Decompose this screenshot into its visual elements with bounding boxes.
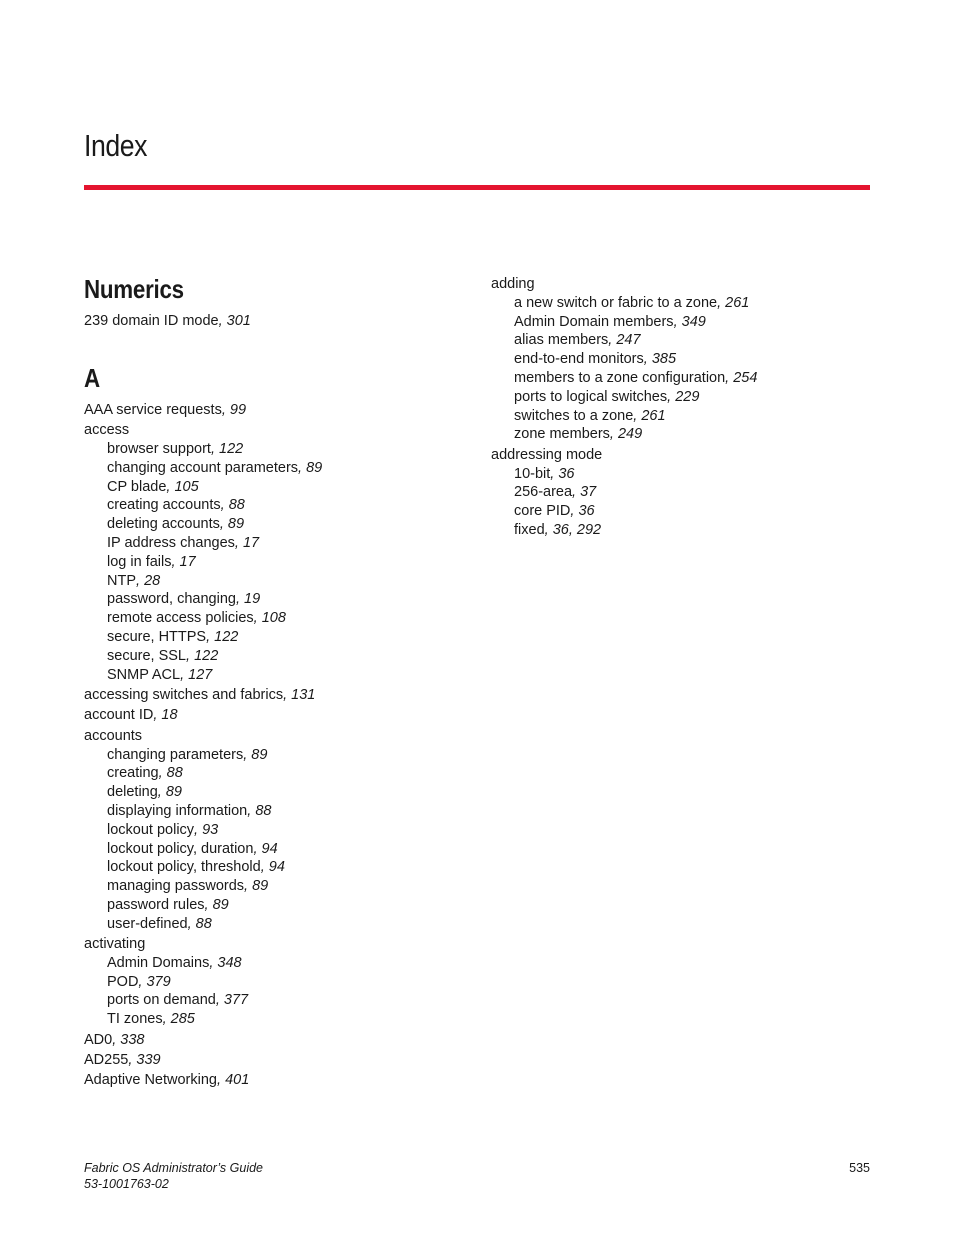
entry-term: lockout policy	[107, 821, 195, 838]
entry-term: 239 domain ID mode	[84, 313, 219, 329]
index-subentry	[84, 783, 464, 802]
index-entry	[491, 446, 871, 465]
entry-term: accounts	[84, 727, 143, 744]
index-subentry	[491, 294, 871, 313]
entry-page-link[interactable]: 94	[261, 840, 278, 857]
entry-term: browser support	[107, 440, 211, 457]
index-subentry	[84, 764, 464, 783]
entry-term: 10-bit	[514, 465, 551, 482]
entry-page-link[interactable]: 249	[617, 426, 643, 443]
index-subentry	[84, 553, 464, 572]
entry-term: IP address changes	[107, 534, 235, 551]
entry-term: fixed	[514, 521, 545, 538]
footer-guide-title: Fabric OS Administrator’s Guide	[84, 1161, 263, 1175]
entry-term: addressing mode	[491, 446, 603, 463]
section-a-entries	[84, 401, 464, 1090]
entry-term: accessing switches and fabrics	[84, 686, 284, 703]
entry-term: changing account parameters	[107, 459, 299, 476]
index-subentry	[491, 313, 871, 332]
entry-page-link[interactable]: 89	[306, 459, 323, 476]
index-subentry	[491, 331, 871, 350]
entry-term: members to a zone configuration	[514, 369, 726, 386]
entry-term: secure, SSL	[107, 647, 186, 664]
entry-separator: ,	[673, 313, 682, 330]
entry-separator: ,	[260, 859, 269, 876]
entry-term: displaying information	[107, 802, 248, 819]
entry-separator: ,	[221, 401, 230, 418]
entry-separator: ,	[243, 746, 252, 763]
index-subentry	[84, 915, 464, 934]
entry-page-link[interactable]: 254	[733, 369, 758, 386]
entry-page-link[interactable]: 261	[641, 407, 666, 424]
entry-term: TI zones	[107, 1011, 163, 1028]
section-numerics-entries	[84, 312, 464, 331]
entry-separator: ,	[166, 478, 175, 495]
entry-separator: ,	[643, 351, 652, 368]
entry-page-link[interactable]: 36, 292	[552, 521, 602, 538]
entry-separator: ,	[247, 802, 256, 819]
entry-separator: ,	[609, 426, 618, 443]
entry-page-link[interactable]: 229	[675, 388, 700, 405]
entry-term: NTP	[107, 572, 136, 589]
index-subentry	[84, 858, 464, 877]
entry-page-link[interactable]: 122	[214, 628, 239, 645]
entry-term: ports on demand	[107, 992, 216, 1009]
footer-left	[84, 1160, 263, 1192]
entry-term: lockout policy, threshold	[107, 859, 261, 876]
entry-term: SNMP ACL	[107, 666, 181, 683]
index-entry	[84, 686, 464, 705]
entry-separator: ,	[218, 313, 227, 329]
entry-separator: ,	[570, 503, 579, 520]
index-subentry	[84, 991, 464, 1010]
entry-term: user-defined	[107, 915, 188, 932]
entry-separator: ,	[544, 521, 553, 538]
entry-separator: ,	[187, 915, 196, 932]
entry-page-link[interactable]: 261	[725, 294, 750, 311]
entry-separator: ,	[209, 954, 218, 971]
entry-term: core PID	[514, 503, 571, 520]
entry-separator: ,	[136, 572, 145, 589]
index-subentry	[84, 647, 464, 666]
index-subentry	[84, 877, 464, 896]
entry-page-link[interactable]: 348	[217, 954, 242, 971]
footer-page-number: 535	[849, 1161, 870, 1175]
index-right-column	[491, 275, 871, 540]
index-subentry	[491, 521, 871, 540]
entry-separator: ,	[128, 1052, 137, 1069]
entry-separator: ,	[158, 765, 167, 782]
index-subentry	[84, 746, 464, 765]
entry-separator: ,	[215, 992, 224, 1009]
index-entry	[84, 1051, 464, 1070]
entry-page-link[interactable]: 285	[170, 1011, 195, 1028]
index-subentry	[84, 459, 464, 478]
entry-page-link[interactable]: 89	[227, 516, 245, 533]
entry-page-link[interactable]: 89	[251, 746, 268, 763]
entry-page-link[interactable]: 99	[229, 401, 247, 418]
page-title: Index	[84, 128, 148, 163]
entry-page-link[interactable]: 247	[616, 332, 641, 349]
entry-term: ports to logical switches	[514, 388, 668, 405]
index-subentry	[84, 973, 464, 992]
entry-separator: ,	[550, 465, 559, 482]
entry-page-link[interactable]: 88	[195, 915, 212, 932]
entry-term: adding	[491, 276, 535, 292]
index-subentry	[84, 590, 464, 609]
entry-term: password, changing	[107, 591, 236, 608]
entry-separator: ,	[210, 440, 220, 457]
entry-separator: ,	[157, 784, 166, 801]
entry-term: remote access policies	[107, 610, 254, 627]
index-subentry	[491, 388, 871, 407]
entry-term: creating accounts	[107, 497, 221, 514]
entry-page-link[interactable]: 17	[179, 553, 196, 570]
entry-page-link[interactable]: 18	[161, 707, 178, 724]
entry-page-link[interactable]: 94	[268, 859, 285, 876]
entry-page-link[interactable]: 89	[252, 878, 269, 895]
entry-separator: ,	[298, 459, 307, 476]
section-heading-a: A	[84, 362, 100, 393]
entry-page-link[interactable]: 88	[255, 802, 272, 819]
entry-separator: ,	[112, 1031, 121, 1048]
entry-separator: ,	[244, 878, 253, 895]
entry-page-link[interactable]: 401	[225, 1072, 250, 1089]
entry-separator: ,	[667, 388, 676, 405]
entry-separator: ,	[633, 407, 642, 424]
entry-term: AAA service requests	[84, 401, 222, 418]
entry-term: secure, HTTPS	[107, 628, 207, 645]
index-subentry	[84, 515, 464, 534]
entry-separator: ,	[219, 516, 228, 533]
entry-page-link[interactable]: 36	[558, 465, 575, 482]
index-subentry	[84, 666, 464, 685]
index-subentry	[84, 802, 464, 821]
entry-term: managing passwords	[107, 878, 245, 895]
entry-page-link[interactable]: 88	[166, 765, 183, 782]
entry-term: Admin Domain members	[514, 313, 674, 330]
entry-page-link[interactable]: 385	[651, 351, 677, 368]
entry-page-link[interactable]: 301	[226, 313, 251, 329]
entry-page-link[interactable]: 338	[120, 1031, 145, 1048]
index-subentry	[84, 440, 464, 459]
entry-term: deleting	[107, 784, 158, 801]
entry-separator: ,	[186, 647, 195, 664]
index-entry	[84, 401, 464, 420]
title-rule	[84, 185, 870, 190]
index-subentry	[84, 534, 464, 553]
index-subentry	[84, 821, 464, 840]
footer-doc-number: 53-1001763-02	[84, 1177, 169, 1191]
entry-page-link[interactable]: 122	[194, 647, 219, 664]
entry-page-link[interactable]: 37	[580, 484, 597, 501]
entry-term: AD255	[84, 1052, 129, 1069]
entry-term: activating	[84, 936, 146, 953]
index-left-column	[84, 270, 464, 1090]
entry-page-link[interactable]: 88	[228, 497, 245, 514]
entry-term: password rules	[107, 896, 205, 913]
index-subentry	[84, 628, 464, 647]
entry-page-link[interactable]: 108	[261, 610, 286, 627]
entry-page-link[interactable]: 89	[212, 896, 229, 913]
index-subentry	[84, 954, 464, 973]
index-subentry	[491, 425, 871, 444]
index-subentry	[491, 483, 871, 502]
index-entry	[84, 1071, 464, 1090]
entry-page-link[interactable]: 131	[291, 686, 316, 703]
index-subentry	[491, 350, 871, 369]
entry-separator: ,	[608, 332, 617, 349]
index-subentry	[491, 407, 871, 426]
entry-term: access	[84, 422, 130, 439]
entry-page-link[interactable]: 377	[223, 992, 249, 1009]
entry-separator: ,	[572, 484, 581, 501]
entry-separator: ,	[204, 896, 213, 913]
entry-term: switches to a zone	[514, 407, 634, 424]
entry-page-link[interactable]: 105	[174, 478, 199, 495]
entry-separator: ,	[217, 1072, 226, 1089]
index-entry	[84, 1031, 464, 1050]
index-subentry	[491, 465, 871, 484]
index-entry	[84, 706, 464, 725]
entry-separator: ,	[235, 591, 245, 608]
entry-separator: ,	[180, 666, 189, 683]
entry-page-link[interactable]: 122	[219, 440, 244, 457]
index-entry	[84, 312, 464, 331]
entry-term: Adaptive Networking	[84, 1072, 217, 1089]
entry-separator: ,	[234, 534, 243, 551]
entry-page-link[interactable]: 19	[244, 591, 261, 608]
entry-page-link[interactable]: 28	[144, 572, 161, 589]
index-entry	[84, 421, 464, 440]
index-subentry	[84, 478, 464, 497]
index-subentry	[491, 369, 871, 388]
entry-page-link[interactable]: 93	[202, 821, 219, 838]
index-subentry	[491, 502, 871, 521]
section-heading-numerics: Numerics	[84, 274, 184, 304]
entry-term: alias members	[514, 332, 609, 349]
entry-page-link[interactable]: 379	[146, 973, 171, 990]
entry-term: Admin Domains	[107, 954, 210, 971]
entry-page-link[interactable]: 349	[681, 313, 706, 330]
entry-term: AD0	[84, 1031, 113, 1048]
entry-term: end-to-end monitors	[514, 351, 644, 368]
entry-term: CP blade	[107, 478, 167, 495]
index-entry	[84, 935, 464, 954]
entry-separator: ,	[162, 1011, 171, 1028]
right-column-entries	[491, 275, 871, 540]
entry-term: POD	[107, 973, 139, 990]
entry-separator: ,	[253, 610, 262, 627]
entry-term: a new switch or fabric to a zone	[514, 294, 718, 311]
index-subentry	[84, 896, 464, 915]
entry-separator: ,	[283, 686, 292, 703]
entry-separator: ,	[138, 973, 147, 990]
entry-term: deleting accounts	[107, 516, 220, 533]
entry-page-link[interactable]: 89	[165, 784, 182, 801]
entry-page-link[interactable]: 127	[188, 666, 213, 683]
entry-separator: ,	[206, 628, 215, 645]
index-subentry	[84, 840, 464, 859]
index-entry	[491, 275, 871, 294]
entry-term: 256-area	[514, 484, 573, 501]
entry-separator: ,	[220, 497, 229, 514]
index-subentry	[84, 572, 464, 591]
index-subentry	[84, 609, 464, 628]
entry-page-link[interactable]: 36	[578, 503, 595, 520]
index-subentry	[84, 1010, 464, 1029]
entry-term: changing parameters	[107, 746, 244, 763]
index-subentry	[84, 496, 464, 515]
entry-separator: ,	[171, 553, 180, 570]
entry-term: account ID	[84, 707, 154, 724]
index-entry	[84, 727, 464, 746]
entry-page-link[interactable]: 339	[136, 1052, 161, 1069]
entry-term: zone members	[514, 426, 610, 443]
entry-term: creating	[107, 765, 159, 782]
entry-term: log in fails	[107, 553, 172, 570]
entry-separator: ,	[194, 821, 203, 838]
entry-separator: ,	[153, 707, 162, 724]
entry-separator: ,	[717, 294, 726, 311]
entry-page-link[interactable]: 17	[242, 534, 260, 551]
entry-separator: ,	[725, 369, 734, 386]
entry-separator: ,	[253, 840, 262, 857]
entry-term: lockout policy, duration	[107, 840, 254, 857]
